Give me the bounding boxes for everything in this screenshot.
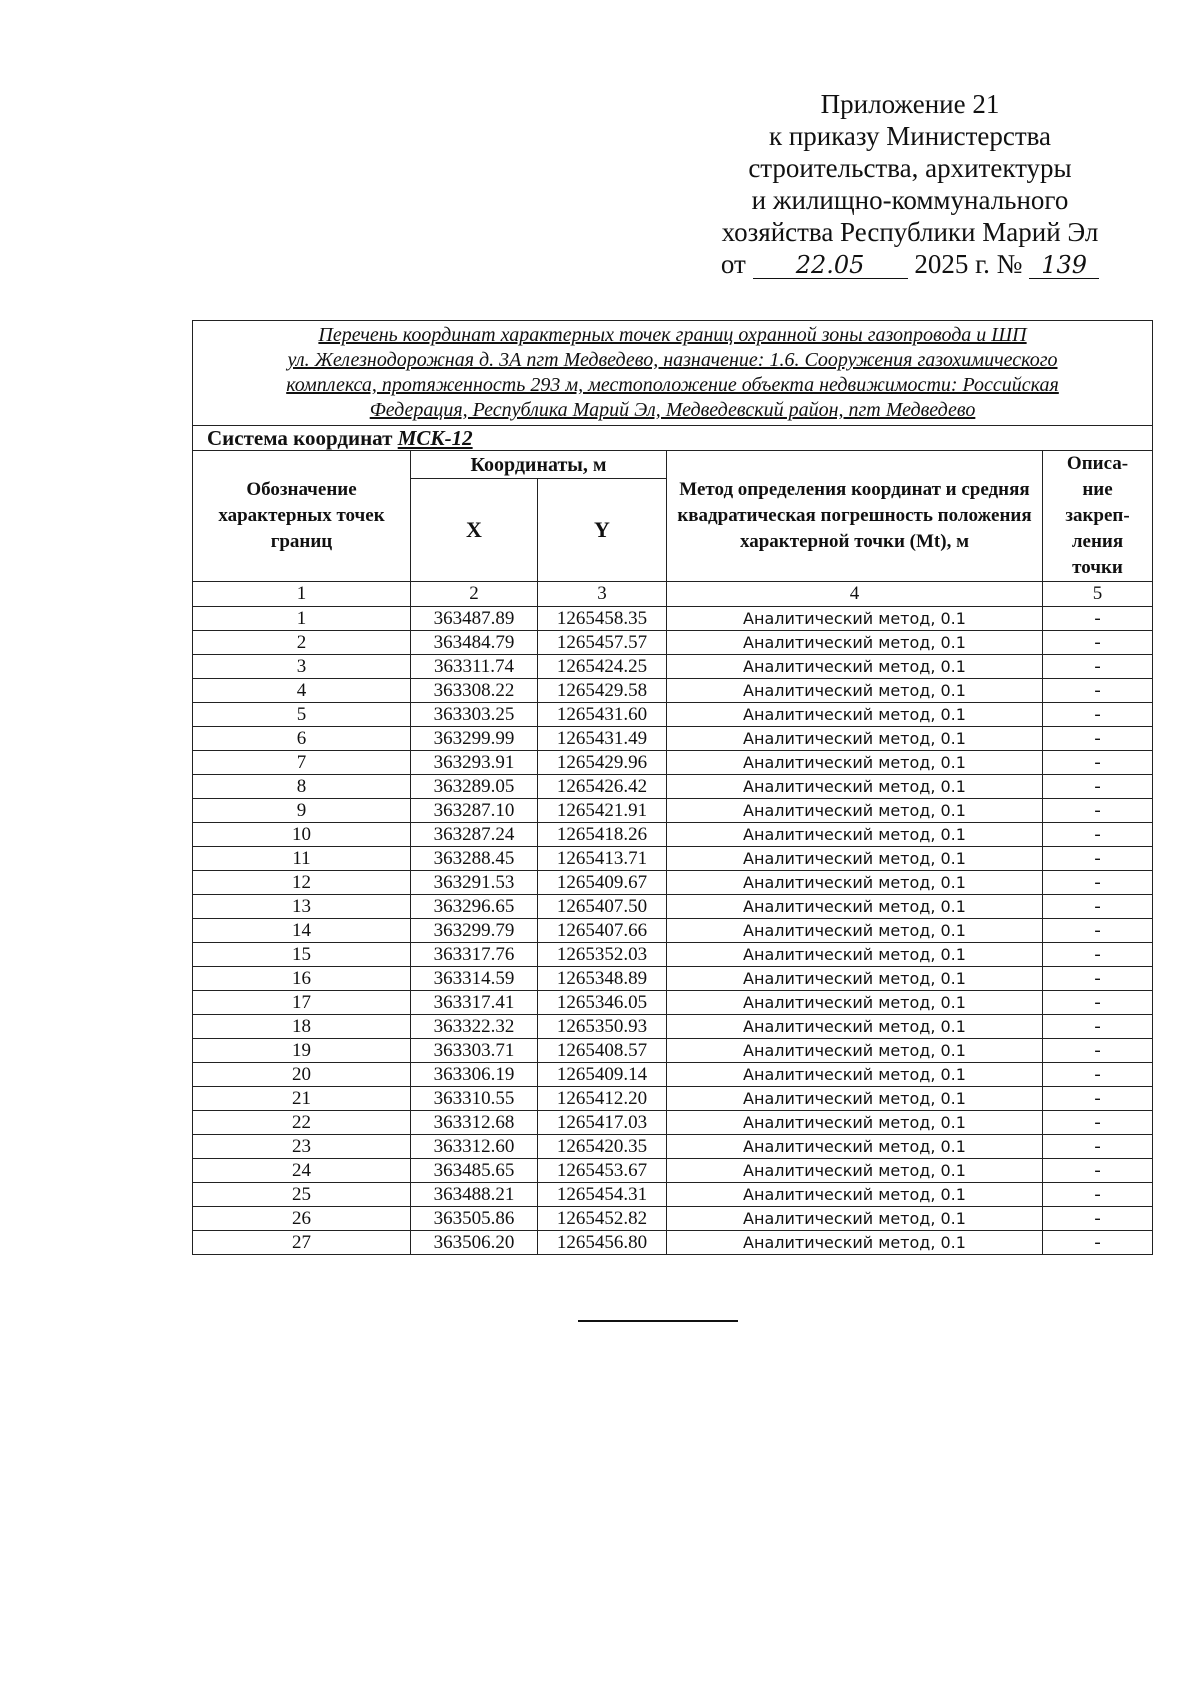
table-row [193, 1063, 1153, 1087]
header-description-line: ления [1071, 531, 1124, 552]
x-value: 363314.59 [411, 967, 538, 991]
x-value: 363312.68 [411, 1111, 538, 1135]
description-value: - [1043, 655, 1153, 679]
x-value: 363299.99 [411, 727, 538, 751]
method-value: Аналитический метод, 0.1 [667, 1015, 1043, 1039]
point-number: 9 [193, 799, 411, 823]
y-value: 1265452.82 [538, 1207, 667, 1231]
table-row [193, 631, 1153, 655]
description-value: - [1043, 1135, 1153, 1159]
column-number: 1 [193, 582, 411, 607]
method-value: Аналитический метод, 0.1 [667, 847, 1043, 871]
column-number: 2 [411, 582, 538, 607]
x-value: 363287.24 [411, 823, 538, 847]
method-value: Аналитический метод, 0.1 [667, 1087, 1043, 1111]
coordinate-system [193, 426, 1153, 451]
method-value: Аналитический метод, 0.1 [667, 679, 1043, 703]
table-row [193, 895, 1153, 919]
x-value: 363293.91 [411, 751, 538, 775]
point-number: 23 [193, 1135, 411, 1159]
table-row [193, 655, 1153, 679]
y-value: 1265409.67 [538, 871, 667, 895]
method-value: Аналитический метод, 0.1 [667, 919, 1043, 943]
table-row [193, 1087, 1153, 1111]
y-value: 1265408.57 [538, 1039, 667, 1063]
method-value: Аналитический метод, 0.1 [667, 823, 1043, 847]
point-number: 13 [193, 895, 411, 919]
y-value: 1265407.50 [538, 895, 667, 919]
y-value: 1265417.03 [538, 1111, 667, 1135]
x-value: 363299.79 [411, 919, 538, 943]
x-value: 363303.25 [411, 703, 538, 727]
document-header [680, 88, 1140, 280]
column-number: 4 [667, 582, 1043, 607]
header-x: X [411, 479, 538, 582]
handwritten-order-number: 139 [1029, 252, 1099, 279]
table-row [193, 991, 1153, 1015]
y-value: 1265352.03 [538, 943, 667, 967]
handwritten-date: 22.05 [753, 252, 908, 279]
description-value: - [1043, 775, 1153, 799]
header-line-appendix: Приложение 21 [820, 89, 1000, 119]
description-value: - [1043, 1039, 1153, 1063]
method-value: Аналитический метод, 0.1 [667, 991, 1043, 1015]
header-coordinates: Координаты, м [411, 451, 667, 479]
table-row [193, 943, 1153, 967]
year-label: 2025 г. № [914, 249, 1023, 279]
point-number: 2 [193, 631, 411, 655]
method-value: Аналитический метод, 0.1 [667, 1159, 1043, 1183]
coordinate-system-label: Система координат [207, 426, 393, 450]
description-value: - [1043, 1015, 1153, 1039]
header-method: Метод определения координат и средняя квадратическая погрешность положения характерной точки (Mt), м [667, 451, 1043, 582]
point-number: 3 [193, 655, 411, 679]
table-title-line: комплекса, протяженность 293 м, местоположение объекта недвижимости: Российская [286, 374, 1059, 396]
description-value: - [1043, 1063, 1153, 1087]
x-value: 363291.53 [411, 871, 538, 895]
table-title-line: Федерация, Республика Марий Эл, Медведевский район, пгт Медведево [369, 399, 976, 421]
method-value: Аналитический метод, 0.1 [667, 943, 1043, 967]
point-number: 15 [193, 943, 411, 967]
description-value: - [1043, 991, 1153, 1015]
point-number: 16 [193, 967, 411, 991]
x-value: 363312.60 [411, 1135, 538, 1159]
point-number: 25 [193, 1183, 411, 1207]
y-value: 1265413.71 [538, 847, 667, 871]
y-value: 1265421.91 [538, 799, 667, 823]
method-value: Аналитический метод, 0.1 [667, 751, 1043, 775]
x-value: 363311.74 [411, 655, 538, 679]
description-value: - [1043, 871, 1153, 895]
x-value: 363288.45 [411, 847, 538, 871]
point-number: 8 [193, 775, 411, 799]
method-value: Аналитический метод, 0.1 [667, 871, 1043, 895]
point-number: 18 [193, 1015, 411, 1039]
method-value: Аналитический метод, 0.1 [667, 607, 1043, 631]
point-number: 4 [193, 679, 411, 703]
table-row [193, 775, 1153, 799]
method-value: Аналитический метод, 0.1 [667, 799, 1043, 823]
header-description-line: Описа- [1066, 453, 1129, 474]
x-value: 363289.05 [411, 775, 538, 799]
description-value: - [1043, 895, 1153, 919]
method-value: Аналитический метод, 0.1 [667, 1039, 1043, 1063]
x-value: 363306.19 [411, 1063, 538, 1087]
point-number: 17 [193, 991, 411, 1015]
method-value: Аналитический метод, 0.1 [667, 1135, 1043, 1159]
point-number: 7 [193, 751, 411, 775]
method-value: Аналитический метод, 0.1 [667, 1231, 1043, 1255]
header-line-order: к приказу Министерства [768, 121, 1052, 151]
point-number: 19 [193, 1039, 411, 1063]
y-value: 1265429.58 [538, 679, 667, 703]
y-value: 1265456.80 [538, 1231, 667, 1255]
header-date-line [680, 248, 1140, 280]
y-value: 1265454.31 [538, 1183, 667, 1207]
table-row [193, 679, 1153, 703]
method-value: Аналитический метод, 0.1 [667, 703, 1043, 727]
method-value: Аналитический метод, 0.1 [667, 1111, 1043, 1135]
x-value: 363317.41 [411, 991, 538, 1015]
y-value: 1265431.49 [538, 727, 667, 751]
column-number: 3 [538, 582, 667, 607]
x-value: 363296.65 [411, 895, 538, 919]
y-value: 1265409.14 [538, 1063, 667, 1087]
method-value: Аналитический метод, 0.1 [667, 655, 1043, 679]
table-title-line: Перечень координат характерных точек границ охранной зоны газопровода и ШП [318, 324, 1027, 346]
y-value: 1265431.60 [538, 703, 667, 727]
x-value: 363487.89 [411, 607, 538, 631]
coordinates-table [192, 320, 1153, 1255]
header-line-ministry: строительства, архитектуры [748, 153, 1072, 183]
point-number: 20 [193, 1063, 411, 1087]
y-value: 1265429.96 [538, 751, 667, 775]
point-number: 14 [193, 919, 411, 943]
method-value: Аналитический метод, 0.1 [667, 967, 1043, 991]
table-title-line: ул. Железнодорожная д. 3А пгт Медведево, назначение: 1.6. Сооружения газохимического [287, 349, 1058, 371]
y-value: 1265424.25 [538, 655, 667, 679]
y-value: 1265407.66 [538, 919, 667, 943]
point-number: 21 [193, 1087, 411, 1111]
x-value: 363485.65 [411, 1159, 538, 1183]
point-number: 26 [193, 1207, 411, 1231]
method-value: Аналитический метод, 0.1 [667, 631, 1043, 655]
table-row [193, 799, 1153, 823]
x-value: 363322.32 [411, 1015, 538, 1039]
description-value: - [1043, 1183, 1153, 1207]
table-row [193, 607, 1153, 631]
x-value: 363484.79 [411, 631, 538, 655]
header-y: Y [538, 479, 667, 582]
column-number: 5 [1043, 582, 1153, 607]
description-value: - [1043, 1231, 1153, 1255]
x-value: 363308.22 [411, 679, 538, 703]
table-row [193, 751, 1153, 775]
coordinate-system-value: МСК-12 [397, 426, 473, 450]
table-row [193, 1111, 1153, 1135]
description-value: - [1043, 967, 1153, 991]
y-value: 1265420.35 [538, 1135, 667, 1159]
table-row [193, 919, 1153, 943]
y-value: 1265453.67 [538, 1159, 667, 1183]
description-value: - [1043, 1207, 1153, 1231]
description-value: - [1043, 727, 1153, 751]
y-value: 1265412.20 [538, 1087, 667, 1111]
header-line-republic: хозяйства Республики Марий Эл [721, 217, 1099, 247]
description-value: - [1043, 607, 1153, 631]
header-points: Обозначение характерных точек границ [193, 451, 411, 582]
table-row [193, 1135, 1153, 1159]
table-row [193, 1231, 1153, 1255]
table-row [193, 823, 1153, 847]
header-description-line: закреп- [1065, 505, 1130, 526]
x-value: 363506.20 [411, 1231, 538, 1255]
x-value: 363505.86 [411, 1207, 538, 1231]
point-number: 6 [193, 727, 411, 751]
table-title [193, 321, 1153, 426]
description-value: - [1043, 703, 1153, 727]
description-value: - [1043, 919, 1153, 943]
y-value: 1265457.57 [538, 631, 667, 655]
y-value: 1265458.35 [538, 607, 667, 631]
point-number: 1 [193, 607, 411, 631]
table-row [193, 967, 1153, 991]
point-number: 12 [193, 871, 411, 895]
table-row [193, 1207, 1153, 1231]
x-value: 363303.71 [411, 1039, 538, 1063]
method-value: Аналитический метод, 0.1 [667, 1183, 1043, 1207]
table-row [193, 1015, 1153, 1039]
y-value: 1265346.05 [538, 991, 667, 1015]
header-description-line: точки [1072, 557, 1123, 578]
description-value: - [1043, 943, 1153, 967]
description-value: - [1043, 1087, 1153, 1111]
method-value: Аналитический метод, 0.1 [667, 1207, 1043, 1231]
method-value: Аналитический метод, 0.1 [667, 727, 1043, 751]
y-value: 1265348.89 [538, 967, 667, 991]
description-value: - [1043, 679, 1153, 703]
footer-rule [578, 1320, 738, 1322]
table-row [193, 1159, 1153, 1183]
point-number: 27 [193, 1231, 411, 1255]
date-prefix: от [720, 249, 746, 279]
point-number: 10 [193, 823, 411, 847]
table-row [193, 703, 1153, 727]
description-value: - [1043, 1159, 1153, 1183]
table-row [193, 871, 1153, 895]
description-value: - [1043, 1111, 1153, 1135]
point-number: 24 [193, 1159, 411, 1183]
method-value: Аналитический метод, 0.1 [667, 895, 1043, 919]
table-row [193, 847, 1153, 871]
column-number-row [193, 582, 1153, 607]
x-value: 363488.21 [411, 1183, 538, 1207]
x-value: 363310.55 [411, 1087, 538, 1111]
table-row [193, 727, 1153, 751]
description-value: - [1043, 823, 1153, 847]
x-value: 363287.10 [411, 799, 538, 823]
description-value: - [1043, 847, 1153, 871]
y-value: 1265426.42 [538, 775, 667, 799]
description-value: - [1043, 751, 1153, 775]
y-value: 1265418.26 [538, 823, 667, 847]
table-row [193, 1183, 1153, 1207]
description-value: - [1043, 631, 1153, 655]
method-value: Аналитический метод, 0.1 [667, 1063, 1043, 1087]
point-number: 22 [193, 1111, 411, 1135]
header-description-line: ние [1082, 479, 1113, 500]
header-description [1043, 451, 1153, 582]
header-line-housing: и жилищно-коммунального [751, 185, 1069, 215]
table-body [193, 607, 1153, 1255]
point-number: 5 [193, 703, 411, 727]
method-value: Аналитический метод, 0.1 [667, 775, 1043, 799]
table-row [193, 1039, 1153, 1063]
x-value: 363317.76 [411, 943, 538, 967]
description-value: - [1043, 799, 1153, 823]
point-number: 11 [193, 847, 411, 871]
y-value: 1265350.93 [538, 1015, 667, 1039]
